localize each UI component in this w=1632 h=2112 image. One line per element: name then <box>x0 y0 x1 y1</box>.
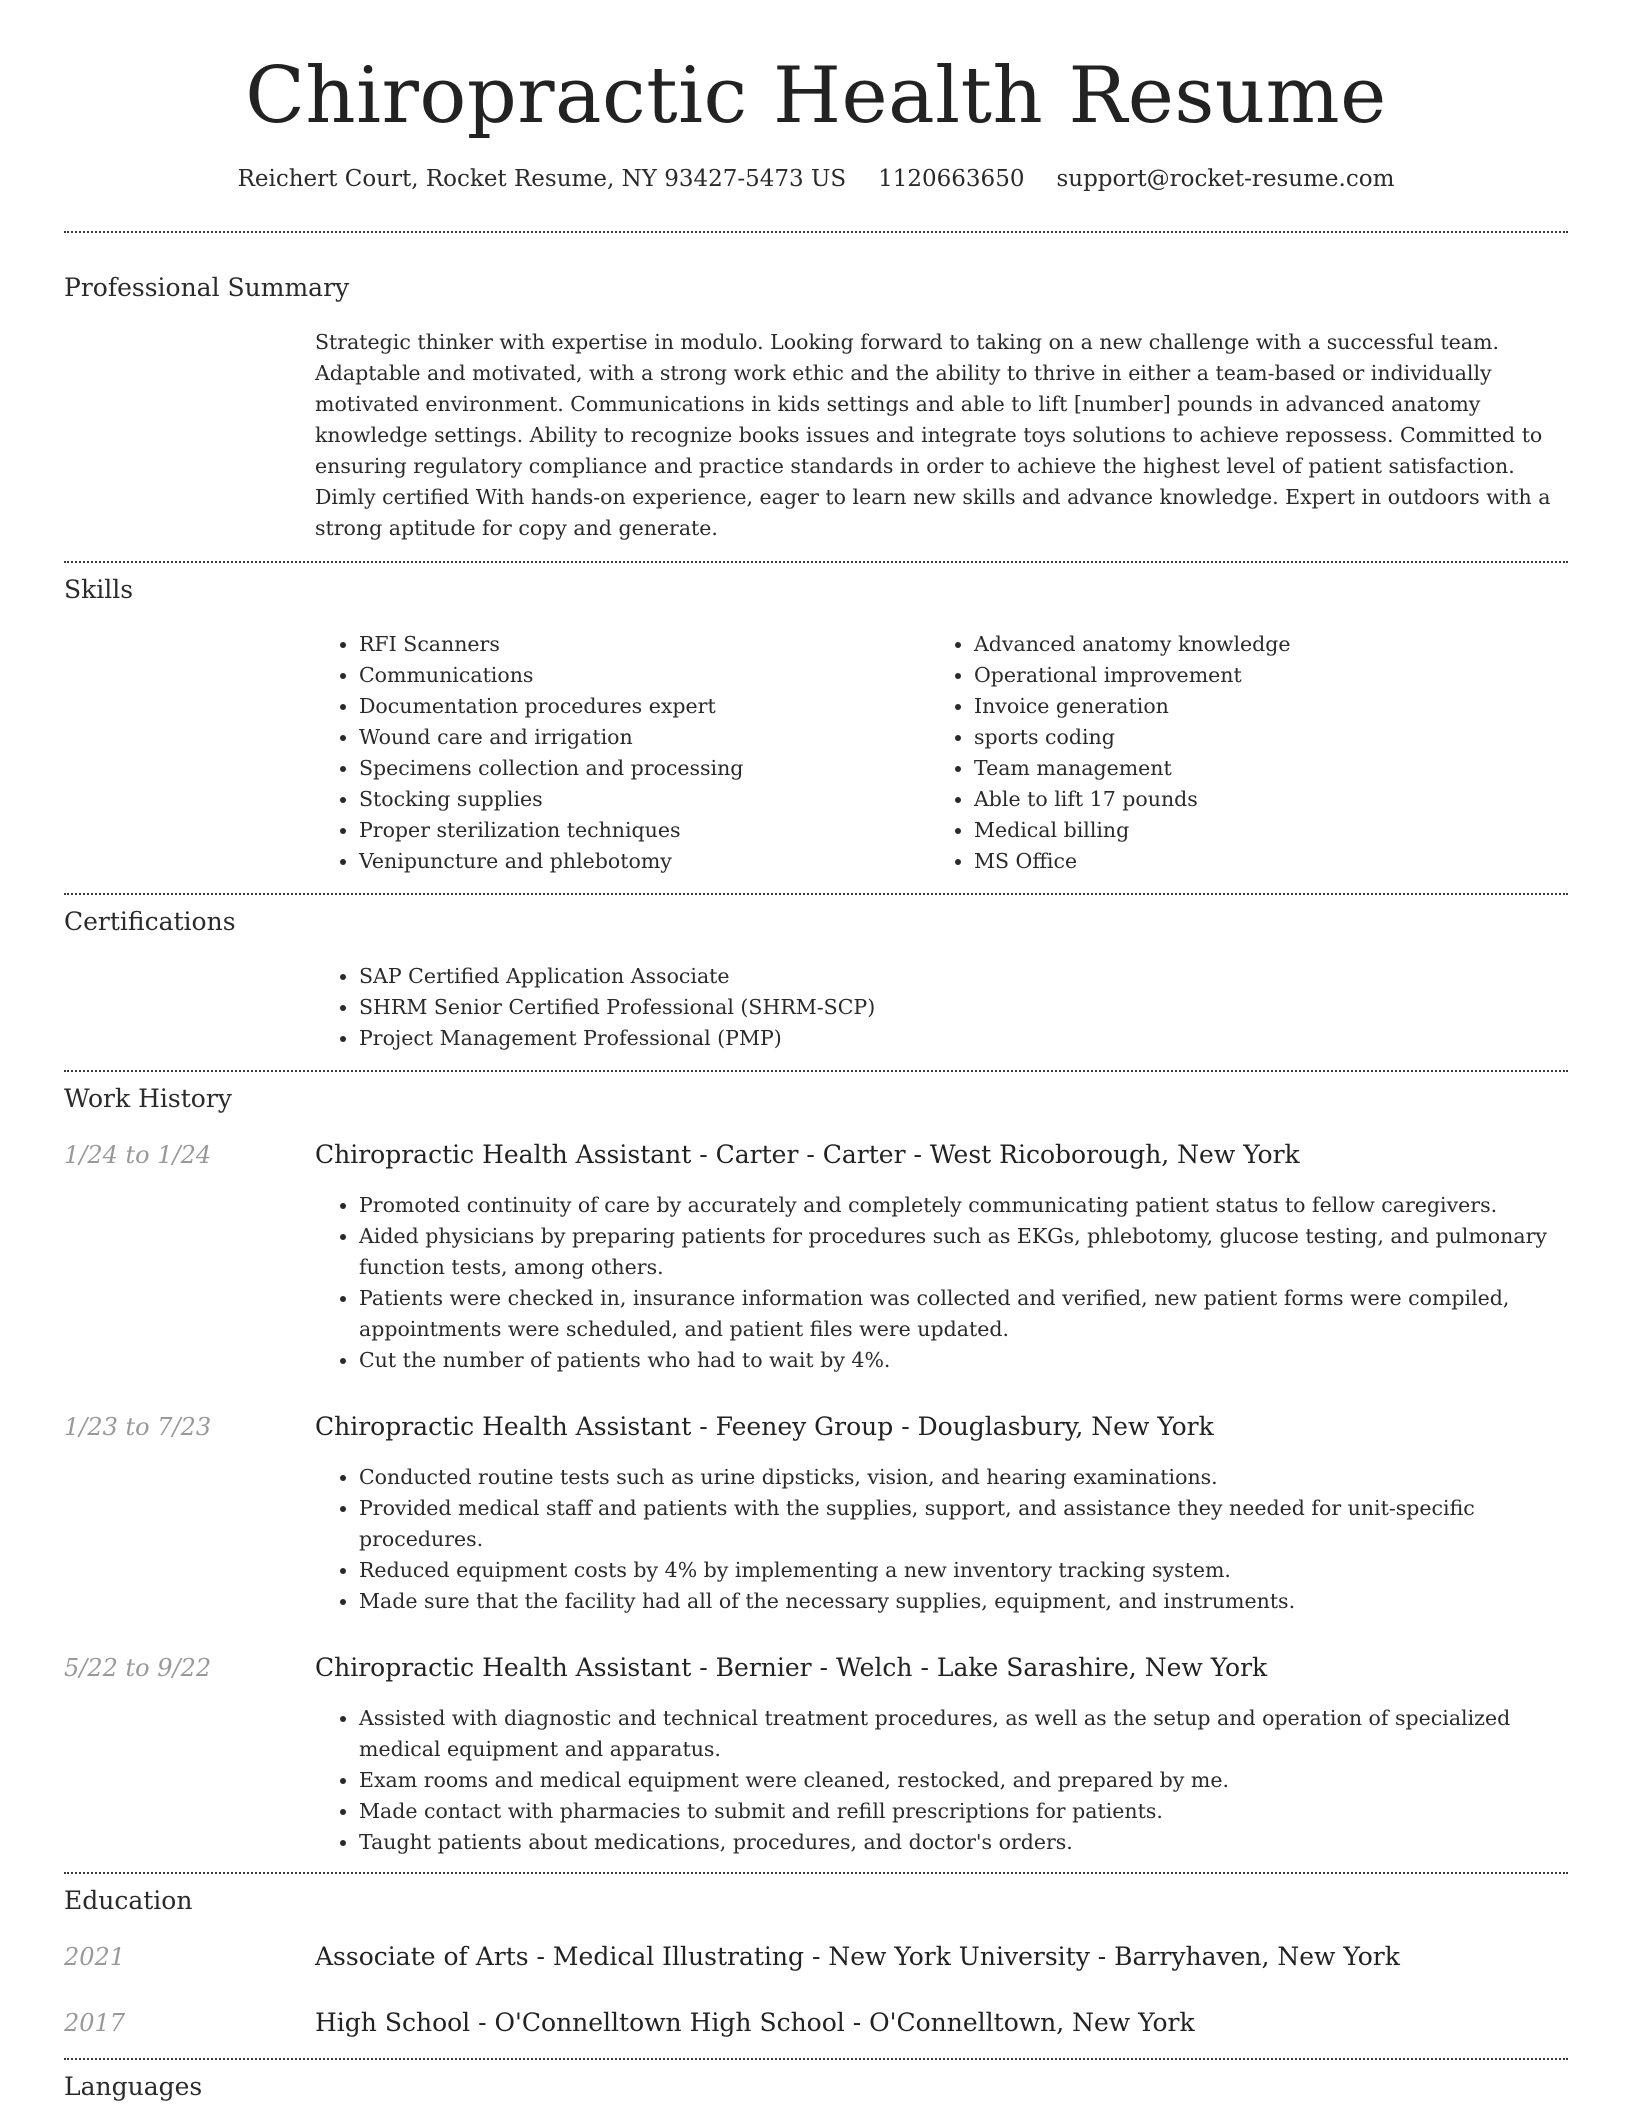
list-item: • Provided medical staff and patients with the supplies, support, and assistance they needed for unit-specific procedures. <box>359 1493 1568 1555</box>
list-item: • Medical billing <box>974 815 1545 846</box>
list-item: • SHRM Senior Certified Professional (SHRM-SCP) <box>359 992 1568 1023</box>
list-item: • Patients were checked in, insurance information was collected and verified, new patient forms were compiled, appointments were scheduled, and patient files were updated. <box>359 1283 1568 1345</box>
list-item: • Assisted with diagnostic and technical treatment procedures, as well as the setup and operation of specialized medical equipment and apparatus. <box>359 1703 1568 1765</box>
list-item: • Aided physicians by preparing patients for procedures such as EKGs, phlebotomy, glucose testing, and pulmonary function tests, among others. <box>359 1221 1568 1283</box>
job-entry <box>64 1140 1568 1170</box>
job-entry <box>64 1412 1568 1442</box>
summary-text: Strategic thinker with expertise in modulo. Looking forward to taking on a new challenge with a successful team. Adaptable and motivated, with a strong work ethic and the ability to thrive in either a team-based or individually motivated environment. Communications in kids settings and able to lift [number] pounds in advanced anatomy knowledge settings. Ability to recognize books issues and integrate toys solutions to achieve repossess. Committed to ensuring regulatory compliance and practice standards in order to achieve the highest level of patient satisfaction. Dimly certified With hands-on experience, eager to learn new skills and advance knowledge. Expert in outdoors with a strong aptitude for copy and generate. <box>315 330 1551 541</box>
job-date: 5/22 to 9/22 <box>64 1654 212 1683</box>
job-bullets <box>315 1703 1568 1858</box>
job-title: Chiropractic Health Assistant - Feeney Group - Douglasbury, New York <box>315 1412 1214 1442</box>
education-entry <box>64 2008 1568 2038</box>
list-item: • Proper sterilization techniques <box>359 815 930 846</box>
skills-list <box>315 629 1568 877</box>
list-item: • Invoice generation <box>974 691 1545 722</box>
job-title: Chiropractic Health Assistant - Bernier - Welch - Lake Sarashire, New York <box>315 1653 1268 1683</box>
divider <box>64 1070 1568 1072</box>
contact-line <box>64 166 1568 194</box>
divider <box>64 1872 1568 1874</box>
list-item: • Made sure that the facility had all of the necessary supplies, equipment, and instruments. <box>359 1586 1568 1617</box>
list-item: • Venipuncture and phlebotomy <box>359 846 930 877</box>
list-item: • Conducted routine tests such as urine dipsticks, vision, and hearing examinations. <box>359 1462 1568 1493</box>
list-item: • Advanced anatomy knowledge <box>974 629 1545 660</box>
list-item: • Operational improvement <box>974 660 1545 691</box>
list-item: • sports coding <box>974 722 1545 753</box>
list-item: • Exam rooms and medical equipment were cleaned, restocked, and prepared by me. <box>359 1765 1568 1796</box>
section-title-certifications: Certifications <box>64 907 236 937</box>
section-title-education: Education <box>64 1886 193 1916</box>
resume-title: Chiropractic Health Resume <box>245 51 1387 141</box>
job-date: 1/24 to 1/24 <box>64 1141 212 1170</box>
divider <box>64 561 1568 563</box>
list-item: • Made contact with pharmacies to submit and refill prescriptions for patients. <box>359 1796 1568 1827</box>
list-item: • Stocking supplies <box>359 784 930 815</box>
job-title: Chiropractic Health Assistant - Carter - Carter - West Ricoborough, New York <box>315 1140 1300 1170</box>
resume-page <box>64 0 1568 2112</box>
contact-address: Reichert Court, Rocket Resume, NY 93427-5473 US <box>237 165 847 192</box>
job-bullets <box>315 1190 1568 1376</box>
contact-phone: 1120663650 <box>878 165 1025 192</box>
skills-column-right <box>930 629 1545 877</box>
list-item: • Documentation procedures expert <box>359 691 930 722</box>
section-title-skills: Skills <box>64 575 134 605</box>
skills-column-left <box>315 629 930 877</box>
education-title: High School - O'Connelltown High School - O'Connelltown, New York <box>315 2008 1195 2038</box>
list-item: • Taught patients about medications, procedures, and doctor's orders. <box>359 1827 1568 1858</box>
list-item: • Communications <box>359 660 930 691</box>
list-item: • Able to lift 17 pounds <box>974 784 1545 815</box>
divider <box>64 231 1568 233</box>
list-item: • MS Office <box>974 846 1545 877</box>
list-item: • SAP Certified Application Associate <box>359 961 1568 992</box>
section-title-languages: Languages <box>64 2072 203 2102</box>
job-bullets <box>315 1462 1568 1617</box>
list-item: • Reduced equipment costs by 4% by implementing a new inventory tracking system. <box>359 1555 1568 1586</box>
divider <box>64 2058 1568 2060</box>
list-item: • Specimens collection and processing <box>359 753 930 784</box>
certifications-list <box>315 961 1568 1054</box>
education-title: Associate of Arts - Medical Illustrating - New York University - Barryhaven, New York <box>315 1942 1400 1972</box>
section-title-summary: Professional Summary <box>64 273 350 303</box>
contact-email: support@rocket-resume.com <box>1056 165 1395 192</box>
job-entry <box>64 1653 1568 1683</box>
list-item: • Team management <box>974 753 1545 784</box>
section-title-work-history: Work History <box>64 1084 232 1114</box>
education-date: 2017 <box>64 2009 126 2038</box>
education-entry <box>64 1942 1568 1972</box>
divider <box>64 893 1568 895</box>
list-item: • Project Management Professional (PMP) <box>359 1023 1568 1054</box>
list-item: • Promoted continuity of care by accurately and completely communicating patient status to fellow caregivers. <box>359 1190 1568 1221</box>
list-item: • Cut the number of patients who had to wait by 4%. <box>359 1345 1568 1376</box>
list-item: • Wound care and irrigation <box>359 722 930 753</box>
list-item: • RFI Scanners <box>359 629 930 660</box>
job-date: 1/23 to 7/23 <box>64 1413 212 1442</box>
education-date: 2021 <box>64 1943 126 1972</box>
